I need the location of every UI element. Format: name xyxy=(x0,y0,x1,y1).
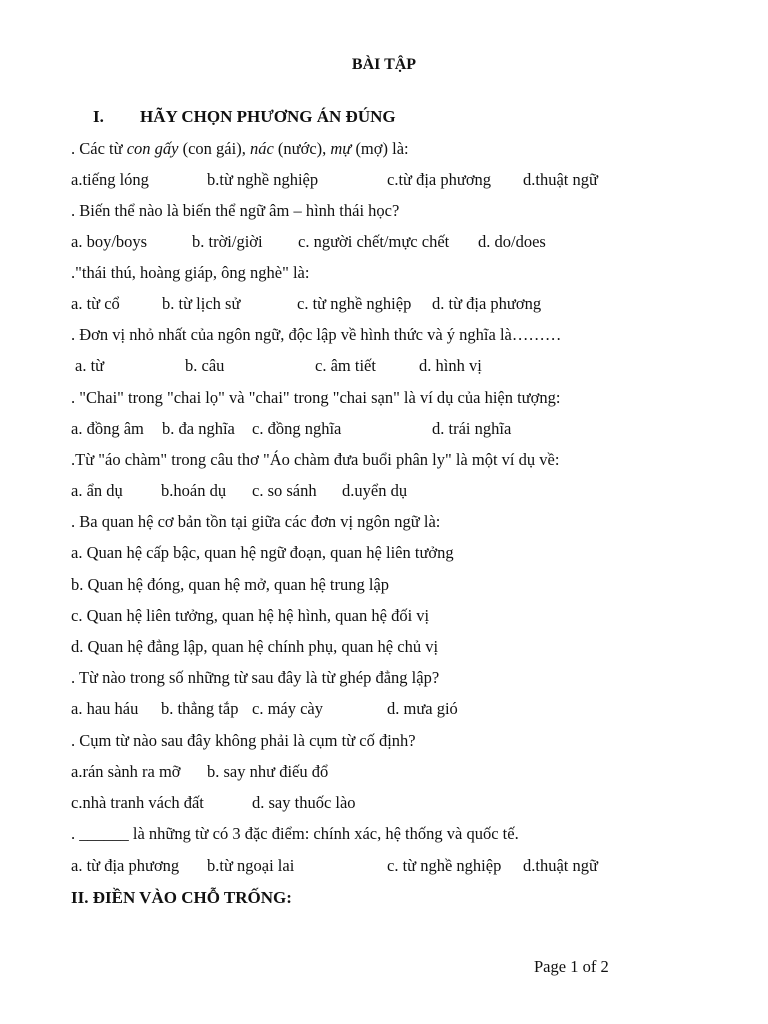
question-3: ."thái thú, hoàng giáp, ông nghè" là: xyxy=(71,263,310,282)
section-2-heading: II. ĐIỀN VÀO CHỖ TRỐNG: xyxy=(71,888,292,907)
option-a[interactable]: a. từ địa phương xyxy=(71,856,180,875)
option-d[interactable]: d. từ địa phương xyxy=(432,294,542,313)
option-a[interactable]: a. boy/boys xyxy=(71,232,148,251)
option-d[interactable]: d. do/does xyxy=(478,232,546,251)
question-1-term-2: nác xyxy=(249,139,274,158)
option-d[interactable]: d.uyển dụ xyxy=(342,481,408,500)
option-a[interactable]: a. hau háu xyxy=(71,699,139,718)
section-1-heading xyxy=(93,107,396,127)
option-a[interactable]: a. từ xyxy=(75,356,105,375)
question-5: . "Chai" trong "chai lọ" và "chai" trong "chai sạn" là ví dụ của hiện tượng: xyxy=(71,388,561,407)
section-1-number: I. xyxy=(93,107,104,126)
question-1-term-1: con gấy xyxy=(126,139,179,158)
option-d[interactable]: d. hình vị xyxy=(419,356,482,375)
question-1-term-3: mự xyxy=(330,139,352,158)
option-d[interactable]: d. say thuốc lào xyxy=(252,793,356,812)
option-c[interactable]: c. so sánh xyxy=(252,481,317,500)
option-b[interactable]: b. từ lịch sử xyxy=(162,294,241,313)
option-b[interactable]: b. đa nghĩa xyxy=(162,419,235,438)
option-c[interactable]: c. từ nghề nghiệp xyxy=(297,294,412,313)
question-7-option-a[interactable]: a. Quan hệ cấp bậc, quan hệ ngữ đoạn, quan hệ liên tưởng xyxy=(71,543,454,562)
question-7: . Ba quan hệ cơ bản tồn tại giữa các đơn vị ngôn ngữ là: xyxy=(71,512,441,531)
option-b[interactable]: b. trời/giời xyxy=(192,232,263,251)
option-c[interactable]: c. máy cày xyxy=(252,699,324,718)
question-7-option-d[interactable]: d. Quan hệ đẳng lập, quan hệ chính phụ, quan hệ chủ vị xyxy=(71,637,439,656)
question-9: . Cụm từ nào sau đây không phải là cụm từ cố định? xyxy=(71,731,416,750)
option-c[interactable]: c. từ nghề nghiệp xyxy=(387,856,502,875)
option-b[interactable]: b. câu xyxy=(185,356,225,375)
question-1-gloss-2: (nước), xyxy=(273,139,331,158)
option-d[interactable]: d. mưa gió xyxy=(387,699,458,718)
option-c[interactable]: c. đồng nghĩa xyxy=(252,419,342,438)
question-1-gloss-1: (con gái), xyxy=(178,139,250,158)
question-2: . Biến thể nào là biến thể ngữ âm – hình thái học? xyxy=(71,201,400,220)
question-7-option-b[interactable]: b. Quan hệ đóng, quan hệ mở, quan hệ trung lập xyxy=(71,575,390,594)
option-b[interactable]: b.từ nghề nghiệp xyxy=(207,170,319,189)
option-d[interactable]: d.thuật ngữ xyxy=(523,170,598,189)
question-4: . Đơn vị nhỏ nhất của ngôn ngữ, độc lập về hình thức và ý nghĩa là……… xyxy=(71,325,562,344)
option-a[interactable]: a.rán sành ra mỡ xyxy=(71,762,181,781)
question-1-gloss-3: (mợ) là: xyxy=(351,139,409,158)
option-c[interactable]: c.từ địa phương xyxy=(387,170,492,189)
option-c[interactable]: c. người chết/mực chết xyxy=(298,232,450,251)
question-7-option-c[interactable]: c. Quan hệ liên tưởng, quan hệ hệ hình, quan hệ đối vị xyxy=(71,606,430,625)
option-b[interactable]: b.hoán dụ xyxy=(161,481,227,500)
option-b[interactable]: b.từ ngoại lai xyxy=(207,856,295,875)
option-d[interactable]: d.thuật ngữ xyxy=(523,856,598,875)
option-c[interactable]: c.nhà tranh vách đất xyxy=(71,793,204,812)
question-6: .Từ "áo chàm" trong câu thơ "Áo chàm đưa buổi phân ly" là một ví dụ về: xyxy=(71,450,560,469)
option-c[interactable]: c. âm tiết xyxy=(315,356,376,375)
option-b[interactable]: b. say như điếu đổ xyxy=(207,762,329,781)
section-1-title: HÃY CHỌN PHƯƠNG ÁN ĐÚNG xyxy=(140,107,396,126)
question-10: . ______ là những từ có 3 đặc điểm: chính xác, hệ thống và quốc tế. xyxy=(71,824,519,843)
option-a[interactable]: a.tiếng lóng xyxy=(71,170,149,189)
option-a[interactable]: a. ẩn dụ xyxy=(71,481,123,500)
question-8: . Từ nào trong số những từ sau đây là từ ghép đẳng lập? xyxy=(71,668,440,687)
option-a[interactable]: a. từ cổ xyxy=(71,294,120,313)
page-number: Page 1 of 2 xyxy=(534,957,609,976)
option-a[interactable]: a. đồng âm xyxy=(71,419,144,438)
document-title: BÀI TẬP xyxy=(351,56,417,73)
question-1 xyxy=(71,138,409,160)
question-1-prefix: . Các từ xyxy=(71,139,127,158)
option-d[interactable]: d. trái nghĩa xyxy=(432,419,512,438)
option-b[interactable]: b. thẳng tắp xyxy=(161,699,239,718)
